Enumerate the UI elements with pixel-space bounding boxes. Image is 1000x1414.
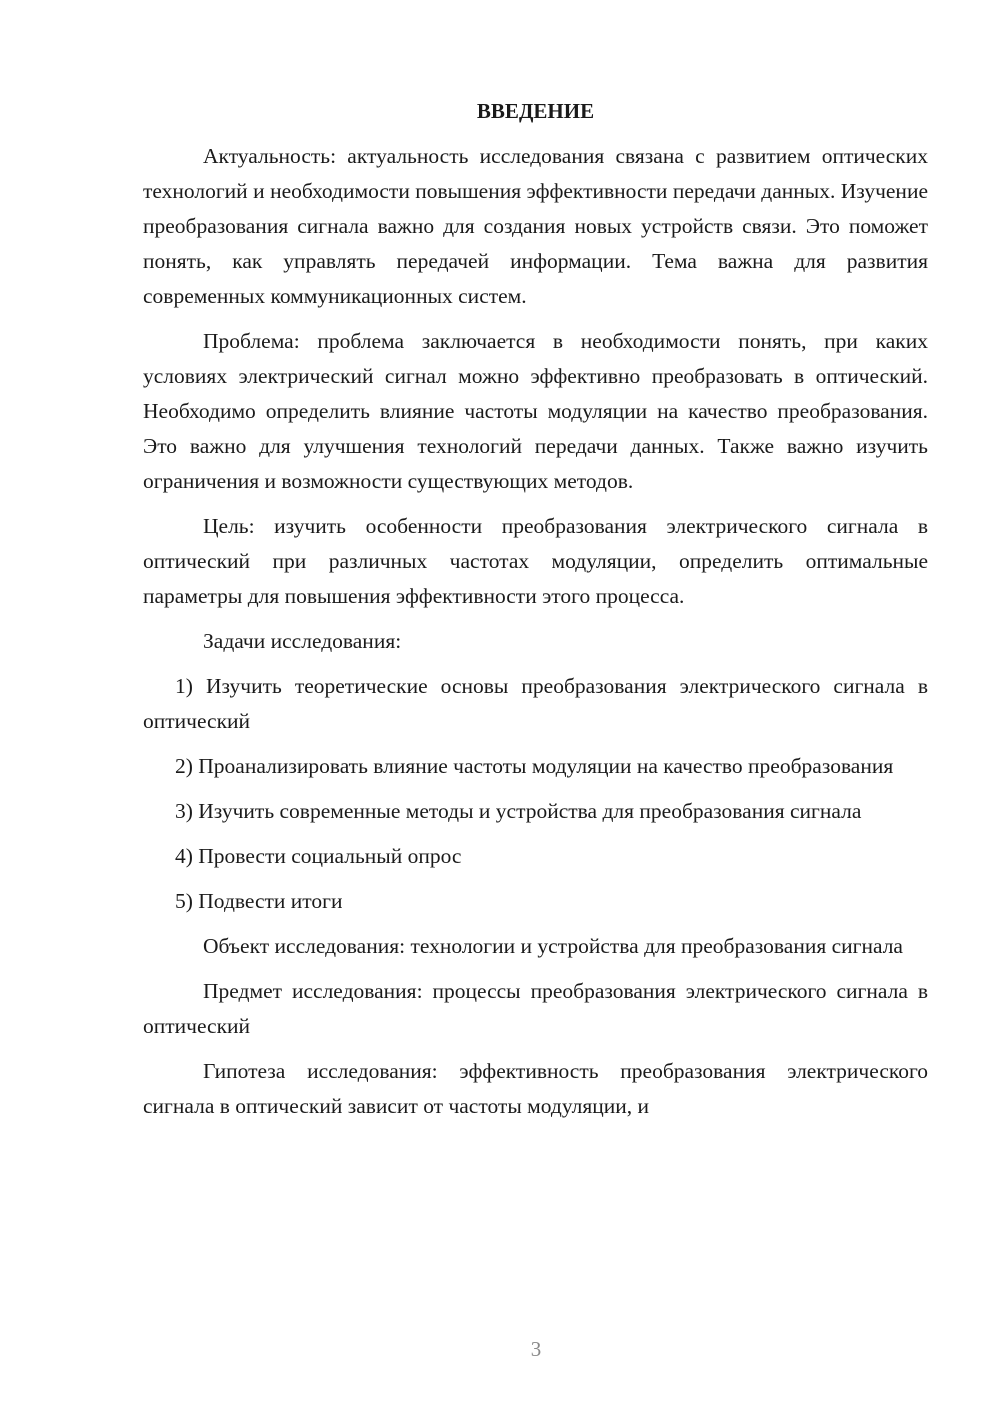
task-item-5: 5) Подвести итоги [175,889,343,913]
paragraph-relevance: Актуальность: актуальность исследования связана с развитием оптических технологий и необходимости повышения эффективности передачи данных. Изучение преобразования сигнала важно для создания новых устройств связи. Это поможет понять, как управлять передачей информации. Тема важна для развития современных коммуникационных систем. [143,144,928,308]
paragraph-subject: Предмет исследования: процессы преобразования электрического сигнала в оптический [143,979,928,1038]
page-content [143,94,928,1134]
tasks-heading: Задачи исследования: [203,629,402,653]
paragraph-hypothesis: Гипотеза исследования: эффективность преобразования электрического сигнала в оптический зависит от частоты модуляции, и [143,1059,928,1118]
task-item-3: 3) Изучить современные методы и устройства для преобразования сигнала [175,799,862,823]
paragraph-goal: Цель: изучить особенности преобразования электрического сигнала в оптический при различных частотах модуляции, определить оптимальные параметры для повышения эффективности этого процесса. [143,514,928,608]
task-item-4: 4) Провести социальный опрос [175,844,462,868]
paragraph-problem: Проблема: проблема заключается в необходимости понять, при каких условиях электрический сигнал можно эффективно преобразовать в оптический. Необходимо определить влияние частоты модуляции на качество преобразования. Это важно для улучшения технологий передачи данных. Также важно изучить ограничения и возможности существующих методов. [143,329,928,493]
task-item-1: 1) Изучить теоретические основы преобразования электрического сигнала в оптический [143,674,928,733]
paragraph-object: Объект исследования: технологии и устройства для преобразования сигнала [203,934,903,958]
page-number: 3 [530,1337,542,1361]
task-item-2: 2) Проанализировать влияние частоты модуляции на качество преобразования [175,754,894,778]
section-title: ВВЕДЕНИЕ [476,99,595,123]
